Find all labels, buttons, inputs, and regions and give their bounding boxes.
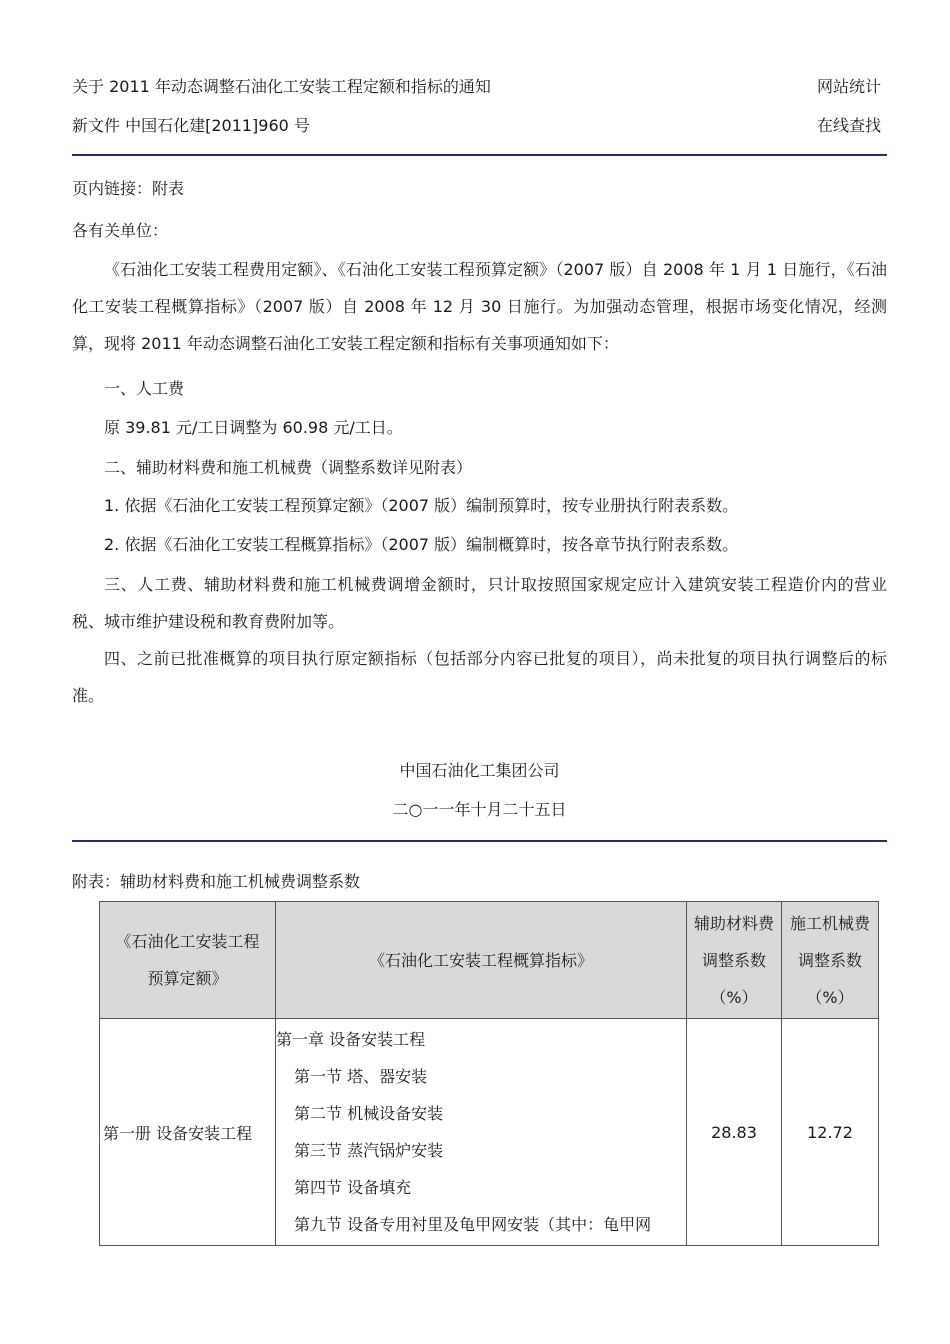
header-col3-line2: 调整系数 [701,950,766,970]
header-budget-quota [100,902,276,1019]
section-item: 第三节 蒸汽锅炉安装 [294,1141,444,1160]
appendix-title: 附表：辅助材料费和施工机械费调整系数 [72,872,361,891]
item2-1: 1. 依据《石油化工安装工程预算定额》（2007 版）编制预算时，按专业册执行附表系数。 [104,496,739,515]
section-item: 第九节 设备专用衬里及龟甲网安装（其中：龟甲网 [294,1215,652,1234]
chapter-title: 第一章 设备安装工程 [276,1030,426,1049]
coefficient-table [99,901,879,1246]
signature-date: 二○一一年十月二十五日 [392,800,567,819]
volume-cell: 第一册 设备安装工程 [100,1019,276,1246]
header-divider [72,154,887,156]
item1-text: 原 39.81 元/工日调整为 60.98 元/工日。 [104,418,403,437]
header-col3-line1: 辅助材料费 [693,913,774,933]
chapter-cell [276,1019,687,1246]
site-stats-link[interactable]: 网站统计 [817,77,882,96]
page-links [72,176,184,199]
material-coef-value: 28.83 [687,1019,782,1246]
item2-2: 2. 依据《石油化工安装工程概算指标》（2007 版）编制概算时，按各章节执行附表系数。 [104,535,739,554]
online-search-link[interactable]: 在线查找 [817,116,882,135]
item1-title: 一、人工费 [104,379,185,398]
appendix-divider [72,840,887,842]
header-col1-line2: 预算定额》 [147,969,228,988]
item2-title: 二、辅助材料费和施工机械费（调整系数详见附表） [104,458,473,477]
notice-title: 关于 2011 年动态调整石油化工安装工程定额和指标的通知 [72,77,491,96]
intro-paragraph: 《石油化工安装工程费用定额》、《石油化工安装工程预算定额》（2007 版）自 2008 年 1 月 1 日施行，《石油化工安装工程概算指标》（2007 版）自 2008 年 12 月 30 日施行。为加强动态管理，根据市场变化情况，经测算，现将 2011 年动态调整石油化工安装工程定额和指标有关事项通知如下： [72,260,887,353]
header-col4-line3: （%） [806,987,854,1007]
header-machine-coef [782,902,879,1019]
signature-org: 中国石油化工集团公司 [399,761,560,780]
salutation: 各有关单位： [72,221,169,240]
header-estimate-index: 《石油化工安装工程概算指标》 [276,902,687,1019]
item3-paragraph: 三、人工费、辅助材料费和施工机械费调增金额时，只计取按照国家规定应计入建筑安装工程造价内的营业税、城市维护建设税和教育费附加等。 [72,575,887,631]
section-item: 第二节 机械设备安装 [294,1104,444,1123]
table-row [100,1019,879,1246]
machine-coef-value: 12.72 [782,1019,879,1246]
section-item: 第四节 设备填充 [294,1178,412,1197]
header-col3-line3: （%） [710,987,758,1007]
page-links-label: 页内链接： [72,179,153,198]
document-number: 新文件 中国石化建[2011]960 号 [72,116,310,135]
appendix-link[interactable]: 附表 [152,179,185,198]
header-col4-line2: 调整系数 [797,950,862,970]
header-col1-line1: 《石油化工安装工程 [115,932,260,951]
header-col4-line1: 施工机械费 [789,913,870,933]
item4-paragraph: 四、之前已批准概算的项目执行原定额指标（包括部分内容已批复的项目），尚未批复的项目执行调整后的标准。 [72,649,887,705]
section-item: 第一节 塔、器安装 [294,1067,428,1086]
header-material-coef [687,902,782,1019]
table-header-row [100,902,879,1019]
